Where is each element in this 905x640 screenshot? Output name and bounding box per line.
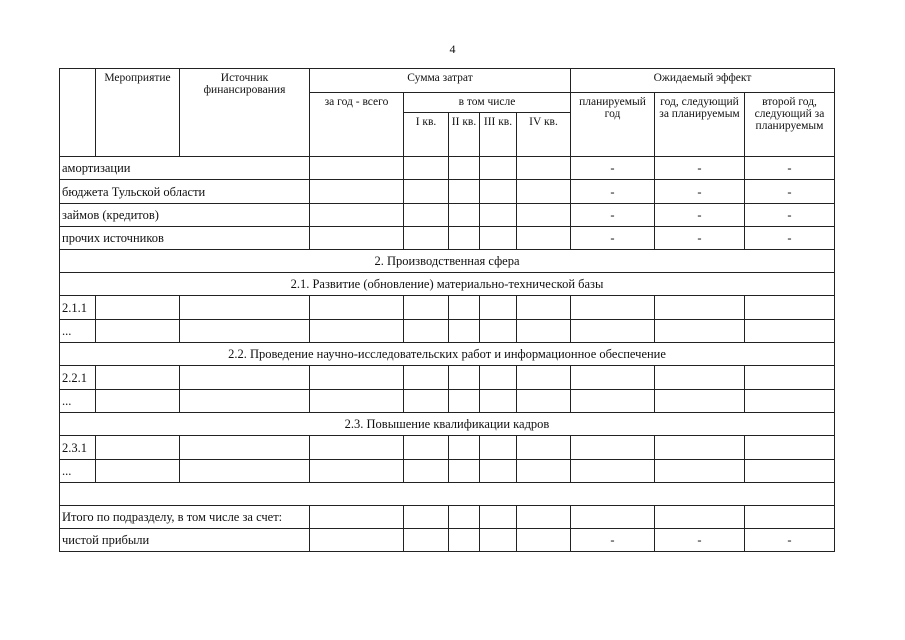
table-row	[60, 506, 835, 529]
header-q3: III кв.	[480, 113, 517, 157]
dash-cell: -	[655, 227, 745, 250]
header-second-year: второй год, следующий за планируемым	[745, 93, 835, 157]
dash-cell: -	[655, 180, 745, 204]
table-row	[60, 460, 835, 483]
subsection-title: 2.1. Развитие (обновление) материально-технической базы	[60, 273, 835, 296]
subsection-row	[60, 413, 835, 436]
table-row	[60, 390, 835, 413]
dash-cell: -	[745, 157, 835, 180]
section-title: 2. Производственная сфера	[60, 250, 835, 273]
subsection-title: 2.3. Повышение квалификации кадров	[60, 413, 835, 436]
row-label: займов (кредитов)	[60, 204, 310, 227]
header-next-year: год, следующий за планируемым	[655, 93, 745, 157]
header-q4: IV кв.	[517, 113, 571, 157]
table-row	[60, 157, 835, 180]
expense-table	[59, 68, 835, 552]
table-row	[60, 436, 835, 460]
row-ellipsis: ...	[60, 390, 96, 413]
page-number: 4	[449, 42, 456, 56]
header-activity: Мероприятие	[96, 69, 180, 157]
dash-cell: -	[745, 204, 835, 227]
section-row	[60, 250, 835, 273]
header-cost-sum: Сумма затрат	[310, 69, 571, 93]
table-row	[60, 529, 835, 552]
row-ellipsis: ...	[60, 320, 96, 343]
header-including: в том числе	[404, 93, 571, 113]
row-number: 2.2.1	[60, 366, 96, 390]
row-label: чистой прибыли	[60, 529, 310, 552]
dash-cell: -	[571, 157, 655, 180]
header-q2: II кв.	[449, 113, 480, 157]
table-row	[60, 366, 835, 390]
dash-cell: -	[571, 529, 655, 552]
dash-cell: -	[571, 180, 655, 204]
row-ellipsis: ...	[60, 460, 96, 483]
table-row	[60, 296, 835, 320]
dash-cell: -	[571, 204, 655, 227]
header-blank	[60, 69, 96, 157]
row-label: бюджета Тульской области	[60, 180, 310, 204]
table-row	[60, 180, 835, 204]
table-row	[60, 204, 835, 227]
header-planned-year: планируемый год	[571, 93, 655, 157]
table-row	[60, 227, 835, 250]
header-source: Источник финансирования	[180, 69, 310, 157]
dash-cell: -	[655, 204, 745, 227]
dash-cell: -	[745, 529, 835, 552]
row-label: прочих источников	[60, 227, 310, 250]
subsection-title: 2.2. Проведение научно-исследовательских работ и информационное обеспечение	[60, 343, 835, 366]
row-label: амортизации	[60, 157, 310, 180]
dash-cell: -	[745, 227, 835, 250]
row-number: 2.1.1	[60, 296, 96, 320]
header-year-total: за год - всего	[310, 93, 404, 157]
subsection-row	[60, 343, 835, 366]
subtotal-label: Итого по подразделу, в том числе за счет:	[60, 506, 310, 529]
dash-cell: -	[655, 157, 745, 180]
empty-row	[60, 483, 835, 506]
dash-cell: -	[655, 529, 745, 552]
row-number: 2.3.1	[60, 436, 96, 460]
dash-cell: -	[745, 180, 835, 204]
dash-cell: -	[571, 227, 655, 250]
table-row	[60, 320, 835, 343]
header-q1: I кв.	[404, 113, 449, 157]
subsection-row	[60, 273, 835, 296]
header-expected-effect: Ожидаемый эффект	[571, 69, 835, 93]
